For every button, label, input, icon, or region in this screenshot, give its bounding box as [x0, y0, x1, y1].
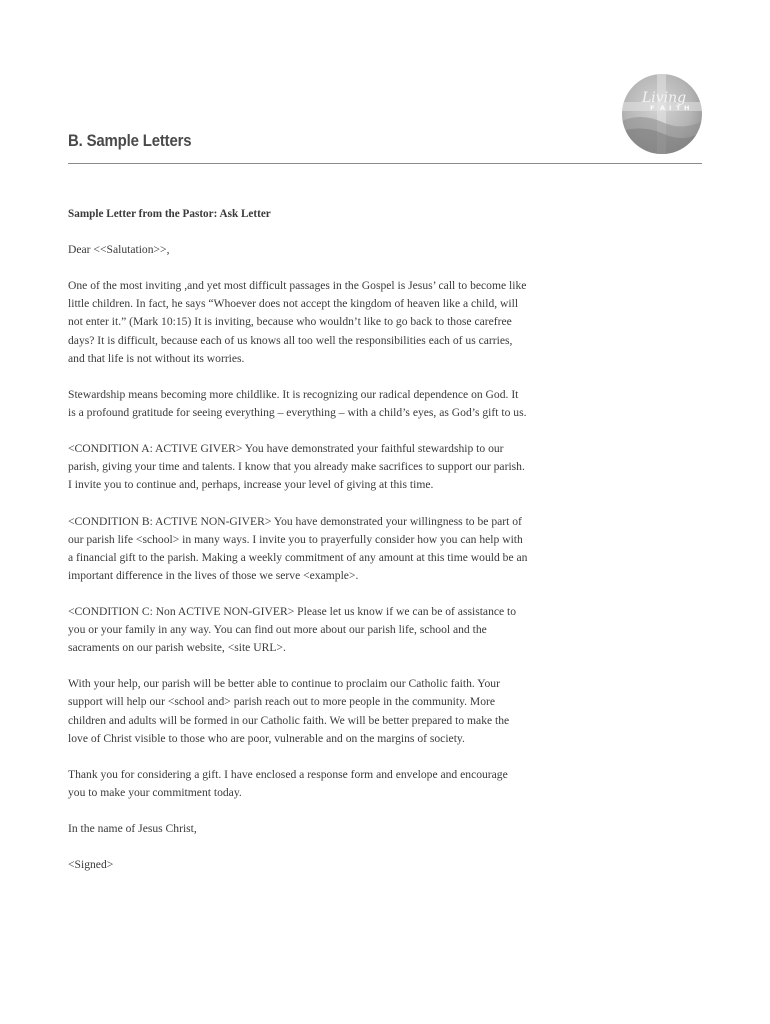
- letter-paragraph: Stewardship means becoming more childlike. It is recognizing our radical dependence on God. It is a profound gratitude for seeing everything – everything – with a child’s eyes, as God’s gift to us.: [68, 387, 527, 419]
- letter-closing: In the name of Jesus Christ,: [68, 822, 197, 836]
- page-title: B. Sample Letters: [68, 131, 192, 150]
- letter-paragraph: Thank you for considering a gift. I have enclosed a response form and envelope and encourage you to make your commitment today.: [68, 767, 508, 799]
- letter-paragraph: One of the most inviting ,and yet most difficult passages in the Gospel is Jesus’ call to become like little children. In fact, he says “Whoever does not accept the kingdom of heaven like a child, will not enter it.” (Mark 10:15) It is inviting, because who wouldn’t like to go back to those carefree days? It is difficult, because each of us knows all too well the responsibilities each of us carries, and that life is not without its worries.: [68, 279, 527, 365]
- letter-paragraph: With your help, our parish will be better able to continue to proclaim our Catholic faith. Your support will help our <school and> parish reach out to more people in the community. More children and adults will be formed in our Catholic faith. We will be better prepared to make the love of Christ visible to those who are poor, vulnerable and on the margins of society.: [68, 677, 510, 745]
- sample-letter: [68, 205, 528, 892]
- letter-paragraph: <CONDITION C: Non ACTIVE NON-GIVER> Please let us know if we can be of assistance to you or your family in any way. You can find out more about our parish life, school and the sacraments on our parish website, <site URL>.: [68, 604, 517, 655]
- letter-salutation: Dear <<Salutation>>,: [68, 243, 170, 257]
- logo-letter: T: [676, 104, 681, 112]
- letter-paragraph: <CONDITION B: ACTIVE NON-GIVER> You have demonstrated your willingness to be part of our parish life <school> in many ways. I invite you to prayerfully consider how you can help with a financial gift to the parish. Making a weekly commitment of any amount at this time would be an important difference in the lives of those we serve <example>.: [68, 514, 528, 582]
- logo-letter: I: [669, 104, 672, 112]
- logo-letter: H: [684, 104, 690, 112]
- logo-letter: A: [660, 104, 666, 112]
- title-divider: [68, 163, 702, 164]
- living-faith-logo-graphic: [620, 72, 704, 156]
- letter-paragraph: <CONDITION A: ACTIVE GIVER> You have demonstrated your faithful stewardship to our parish, giving your time and talents. I know that you already make sacrifices to support our parish. I invite you to continue and, perhaps, increase your level of giving at this time.: [68, 442, 525, 492]
- letter-subtitle: Sample Letter from the Pastor: Ask Letter: [68, 208, 271, 220]
- logo-letter: F: [650, 104, 655, 112]
- logo-script-text: Living: [642, 90, 687, 106]
- letter-signature: <Signed>: [68, 858, 114, 872]
- living-faith-logo: [620, 72, 704, 156]
